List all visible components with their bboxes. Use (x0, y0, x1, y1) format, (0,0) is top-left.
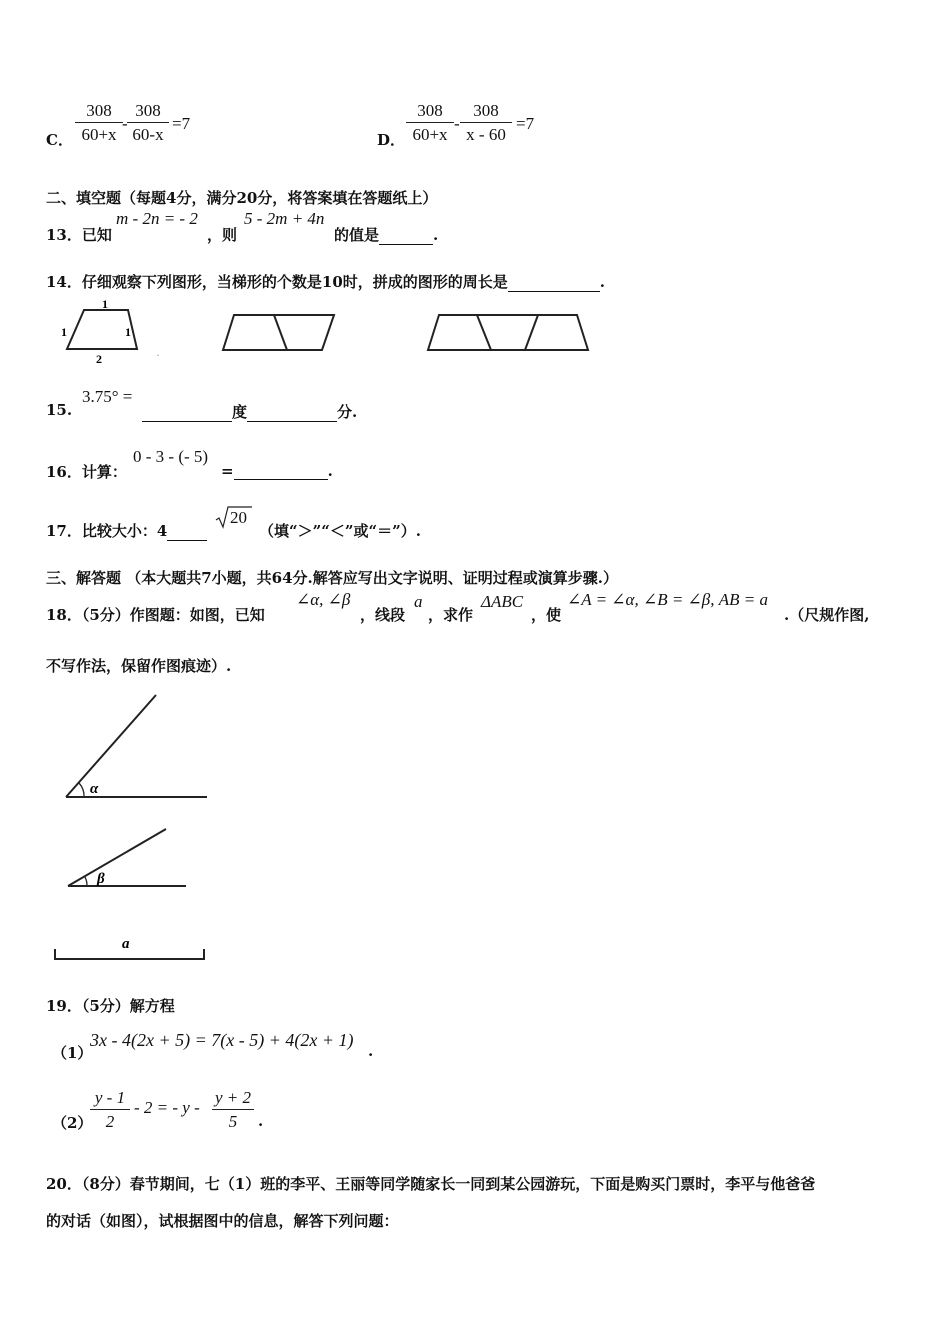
q19-part1-period: . (368, 1042, 374, 1060)
q19-label: 19．（5分）解方程 (46, 997, 175, 1015)
q19-part1-equation: 3x - 4(2x + 5) = 7(x - 5) + 4(2x + 1) (90, 1030, 354, 1050)
denominator: 60-x (132, 125, 164, 144)
equals-seven: =7 (516, 114, 535, 133)
divider-line (477, 315, 491, 350)
segment-label: a (122, 936, 130, 952)
q18-conditions: ∠A = ∠α, ∠B = ∠β, AB = a (567, 590, 769, 609)
answer-blank (234, 461, 328, 480)
option-c-fraction-1 (75, 101, 123, 145)
q13-question: 的值是 . (334, 226, 439, 244)
q18-triangle: ΔABC (481, 592, 524, 611)
q16-label: 16．计算： (46, 463, 127, 481)
radicand: 20 (230, 508, 247, 527)
angle-beta-figure (56, 822, 196, 894)
option-d-label: D． (377, 131, 406, 149)
divider-line (274, 315, 287, 350)
q16-answer: = . (221, 462, 333, 480)
trapezoid-figure-3 (423, 310, 595, 356)
alpha-label: α (90, 781, 99, 797)
q15-blanks: 度 分. (142, 401, 357, 422)
q18-such-that: ，使 (531, 606, 562, 624)
alpha-ray-upper (66, 695, 156, 797)
q18-label: 18．（5分）作图题：如图，已知 (46, 606, 265, 624)
q17-label: 17．比较大小：4 (46, 520, 207, 541)
q19-part2-period: . (258, 1112, 264, 1130)
option-d-fraction-2 (460, 101, 512, 145)
minute-blank (247, 403, 337, 422)
top-side-label: 1 (102, 298, 108, 311)
q13-then: ，则 (207, 226, 238, 244)
numerator: y + 2 (214, 1088, 252, 1107)
denominator: 5 (228, 1112, 238, 1131)
section-3-title: 三、解答题 （本大题共7小题，共64分.解答应写出文字说明、证明过程或演算步骤.） (46, 569, 618, 587)
divider-line (525, 315, 538, 350)
minus-sign: - (454, 114, 460, 133)
q19-part2-middle: - 2 = - y - (134, 1098, 200, 1117)
q16-expression: 0 - 3 - (- 5) (133, 447, 209, 466)
q19-fraction-1 (90, 1088, 130, 1132)
q19-part1-label: （1） (52, 1044, 93, 1062)
option-c-label: C． (46, 131, 73, 149)
angle-alpha-figure (56, 690, 216, 810)
right-side-label: 1 (125, 325, 131, 339)
denominator: 60+x (412, 125, 448, 144)
denominator: x - 60 (466, 125, 506, 144)
q19-fraction-2 (212, 1088, 254, 1132)
q18-line2: 不写作法，保留作图痕迹）. (46, 657, 232, 675)
degree-blank (142, 403, 232, 422)
numerator: 308 (135, 101, 161, 120)
option-c-fraction-2 (127, 101, 169, 145)
denominator: 60+x (81, 125, 117, 144)
q18-ruler-compass: .（尺规作图, (784, 606, 870, 624)
q15-expression: 3.75° = (82, 387, 133, 406)
q17-instruction: （填“＞”“＜”或“＝”）. (259, 522, 421, 540)
q13-label: 13．已知 (46, 226, 112, 244)
section-2-title: 二、填空题（每题4分，满分20分，将答案填在答题纸上） (46, 189, 438, 207)
bottom-side-label: 2 (96, 352, 102, 366)
numerator: 308 (86, 101, 112, 120)
segment-a-figure (50, 930, 212, 966)
answer-blank (379, 226, 433, 245)
answer-blank (167, 522, 207, 541)
q18-angles: ∠α, ∠β (296, 590, 351, 609)
denominator: 2 (105, 1112, 115, 1131)
equals-seven: =7 (172, 114, 191, 133)
minus-sign: - (122, 114, 128, 133)
alpha-arc (79, 783, 84, 797)
q14-question: 14．仔细观察下列图形，当梯形的个数是10时，拼成的图形的周长是 . (46, 273, 605, 291)
left-side-label: 1 (61, 325, 67, 339)
numerator: y - 1 (94, 1088, 126, 1107)
beta-ray-upper (68, 829, 166, 886)
trapezoid-figure-1 (56, 298, 176, 366)
answer-blank (508, 273, 600, 292)
trapezoid-figure-2 (218, 310, 340, 356)
q18-segment-text: ，线段 (360, 606, 406, 624)
stray-dot: . (156, 348, 160, 359)
option-d-fraction-1 (406, 101, 454, 145)
beta-arc (85, 877, 87, 886)
q13-expression: 5 - 2m + 4n (244, 209, 325, 228)
q19-part2-label: （2） (52, 1114, 93, 1132)
q18-segment-a: a (414, 592, 423, 611)
q13-condition: m - 2n = - 2 (116, 209, 198, 228)
composite-outline (428, 315, 588, 350)
parallelogram-outline (223, 315, 334, 350)
q20-line1: 20．（8分）春节期间，七（1）班的李平、王丽等同学随家长一同到某公园游玩，下面是购买门票时，李平与他爸爸 (46, 1175, 816, 1193)
q20-line2: 的对话（如图），试根据图中的信息，解答下列问题： (46, 1212, 399, 1230)
beta-label: β (97, 871, 105, 887)
numerator: 308 (417, 101, 443, 120)
numerator: 308 (473, 101, 499, 120)
q15-label: 15. (46, 401, 73, 419)
q18-construct-text: ，求作 (428, 606, 474, 624)
